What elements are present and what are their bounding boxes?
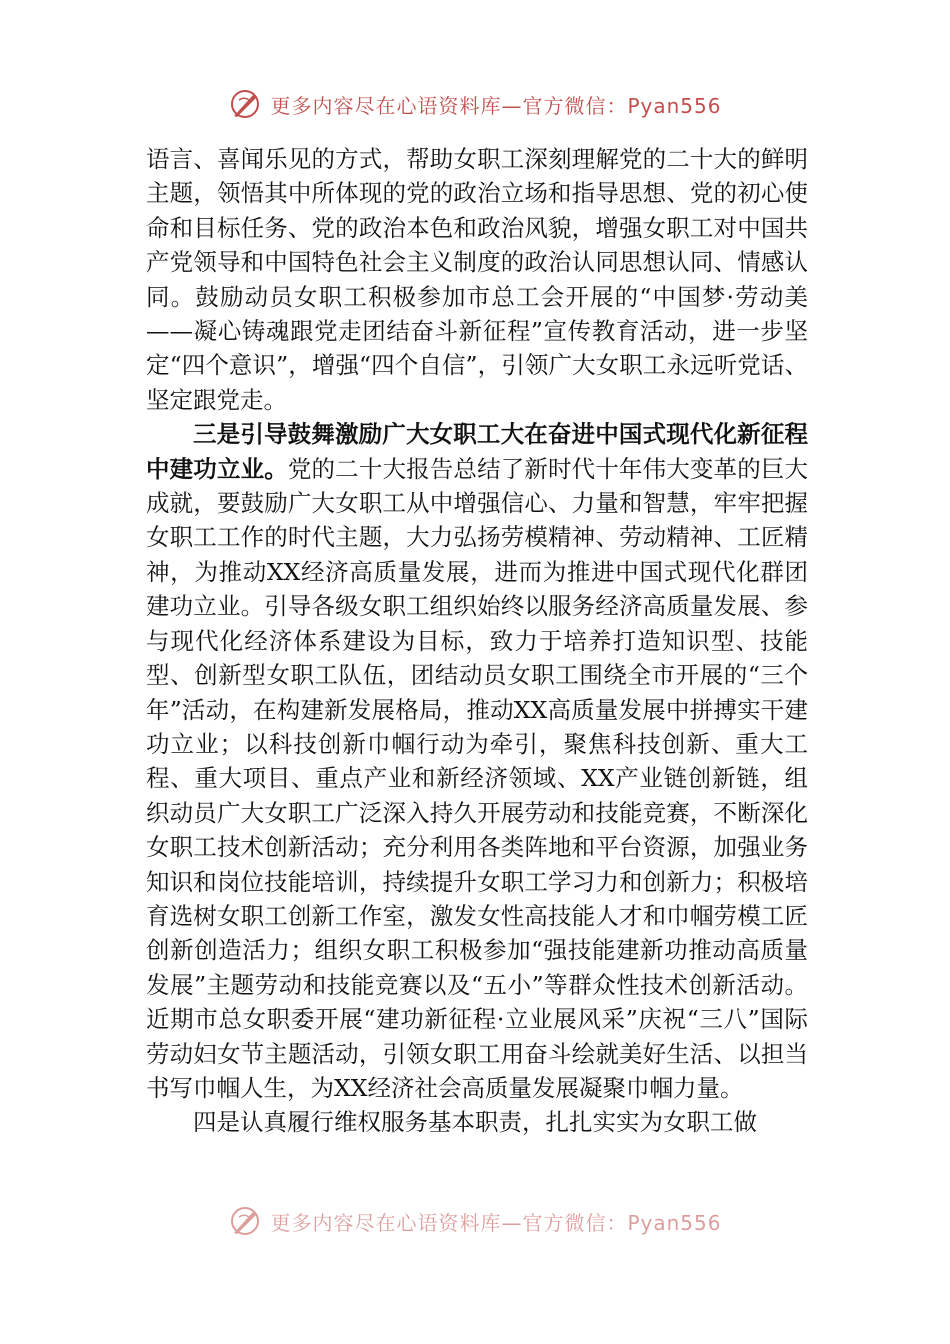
paragraph-1: 语言、喜闻乐见的方式，帮助女职工深刻理解党的二十大的鲜明主题，领悟其中所体现的党的政治立场和指导思想、党的初心使命和目标任务、党的政治本色和政治风貌，增强女职工对中国共产党领导和中国特色社会主义制度的政治认同思想认同、情感认同。鼓励动员女职工积极参加市总工会开展的“中国梦·劳动美——凝心铸魂跟党走团结奋斗新征程”宣传教育活动，进一步坚定“四个意识”，增强“四个自信”，引领广大女职工永远听党话、坚定跟党走。 xyxy=(146,145,808,414)
watermark-text: 更多内容尽在心语资料库—官方微信：Pyan556 xyxy=(270,93,722,118)
document-body xyxy=(146,142,808,1140)
pen-logo-icon xyxy=(228,1204,262,1238)
paragraph-2 xyxy=(146,417,808,1105)
paragraph-3: 四是认真履行维权服务基本职责，扎扎实实为女职工做 xyxy=(193,1108,757,1137)
pen-logo-icon xyxy=(228,87,262,121)
header-watermark xyxy=(0,84,950,124)
footer-watermark xyxy=(0,1201,950,1241)
paragraph-2-heading: 三是引导鼓舞激励广大女职工大在奋进中国式现代化新征程中建功立业。 xyxy=(146,420,808,483)
paragraph-2-body: 党的二十大报告总结了新时代十年伟大变革的巨大成就，要鼓励广大女职工从中增强信心、力量和智慧，牢牢把握女职工工作的时代主题，大力弘扬劳模精神、劳动精神、工匠精神，为推动XX经济高质量发展，进而为推进中国式现代化群团建功立业。引导各级女职工组织始终以服务经济高质量发展、参与现代化经济体系建设为目标，致力于培养打造知识型、技能型、创新型女职工队伍，团结动员女职工围绕全市开展的“三个年”活动，在构建新发展格局，推动XX高质量发展中拼搏实干建功立业；以科技创新巾帼行动为牵引，聚焦科技创新、重大工程、重大项目、重点产业和新经济领域、XX产业链创新链，组织动员广大女职工广泛深入持久开展劳动和技能竞赛，不断深化女职工技术创新活动；充分利用各类阵地和平台资源，加强业务知识和岗位技能培训，持续提升女职工学习力和创新力；积极培育选树女职工创新工作室，激发女性高技能人才和巾帼劳模工匠创新创造活力；组织女职工积极参加“强技能建新功推动高质量发展”主题劳动和技能竞赛以及“五小”等群众性技术创新活动。近期市总女职委开展“建功新征程·立业展风采”庆祝“三八”国际劳动妇女节主题活动，引领女职工用奋斗绘就美好生活、以担当书写巾帼人生，为XX经济社会高质量发展凝聚巾帼力量。 xyxy=(146,454,809,1102)
watermark-text: 更多内容尽在心语资料库—官方微信：Pyan556 xyxy=(270,1210,722,1235)
